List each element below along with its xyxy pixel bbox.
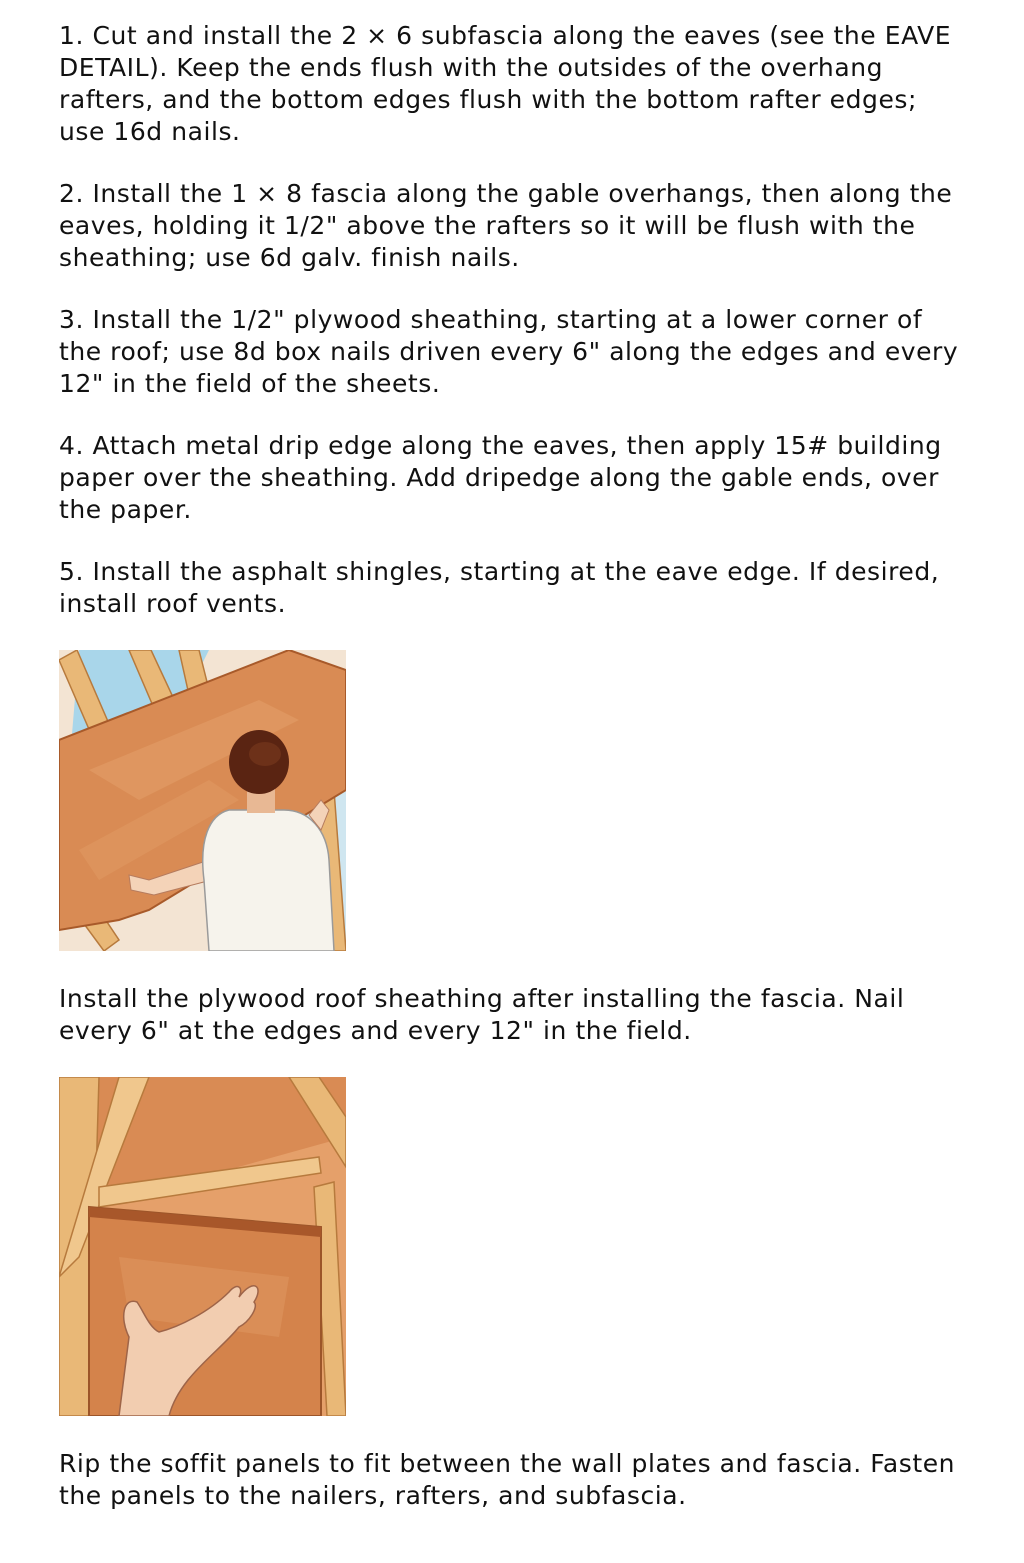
soffit-illustration [59, 1077, 346, 1416]
hand-fastening-soffit-icon [59, 1077, 346, 1416]
sheathing-illustration [59, 650, 346, 951]
figure-2-caption: Rip the soffit panels to fit between the wall plates and fascia. Fasten the panels to the nailers, rafters, and subfascia. [59, 1449, 956, 1510]
step-5: 5. Install the asphalt shingles, starting at the eave edge. If desired, install roof vents. [59, 557, 940, 618]
step-1: 1. Cut and install the 2 × 6 subfascia along the eaves (see the EAVE DETAIL). Keep the ends flush with the outsides of the overhang rafters, and the bottom edges flush with the bottom rafter edges; use 16d nails. [59, 21, 952, 146]
step-2: 2. Install the 1 × 8 fascia along the gable overhangs, then along the eaves, holding it 1/2" above the rafters so it will be flush with the sheathing; use 6d galv. finish nails. [59, 179, 953, 272]
step-3: 3. Install the 1/2" plywood sheathing, starting at a lower corner of the roof; use 8d box nails driven every 6" along the edges and every 12" in the field of the sheets. [59, 305, 959, 398]
man-installing-plywood-icon [59, 650, 346, 951]
step-4: 4. Attach metal drip edge along the eaves, then apply 15# building paper over the sheathing. Add dripedge along the gable ends, over the paper. [59, 431, 942, 524]
instructions-document [59, 20, 969, 1542]
figure-1-caption: Install the plywood roof sheathing after installing the fascia. Nail every 6" at the edges and every 12" in the field. [59, 984, 905, 1045]
